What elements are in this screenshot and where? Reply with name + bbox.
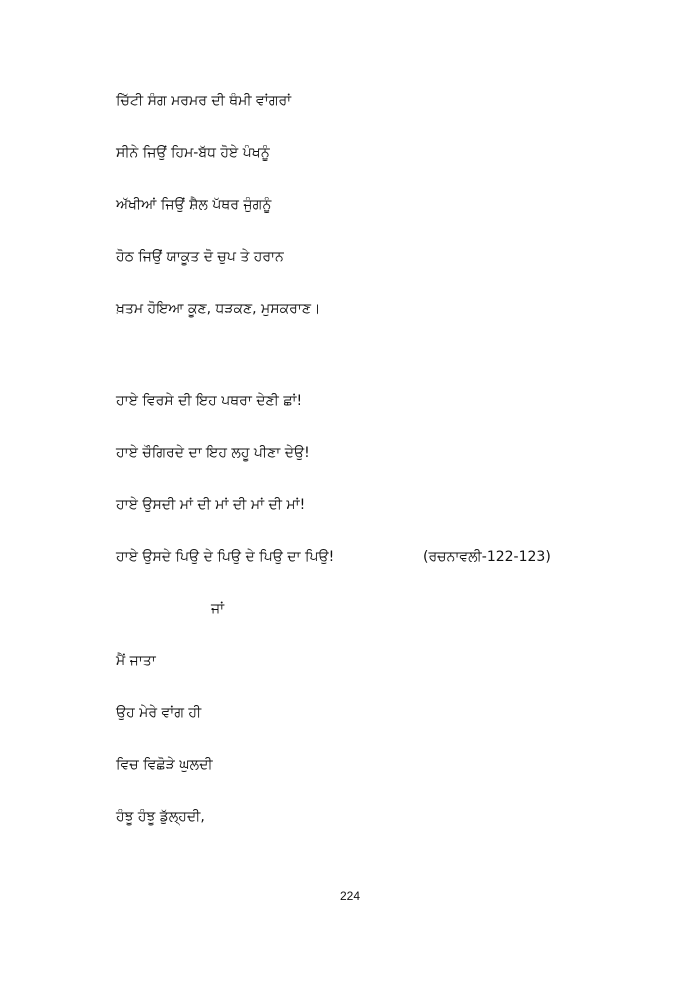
- poem-line: ਹਾਏ ਚੌਗਿਰਦੇ ਦਾ ਇਹ ਲਹੂ ਪੀਣਾ ਦੇਉ!: [116, 445, 310, 461]
- poem-line: ਸੀਨੇ ਜਿਉਂ ਹਿਮ-ਬੱਧ ਹੋਏ ਪੰਖਨੂੰ: [116, 145, 270, 161]
- poem-line: ਹਾਏ ਉਸਦੇ ਪਿਉ ਦੇ ਪਿਉ ਦੇ ਪਿਉ ਦਾ ਪਿਉ!: [116, 549, 335, 565]
- poem-line: ਹੋਠ ਜਿਉਂ ਯਾਕੂਤ ਦੋ ਚੁਪ ਤੇ ਹਰਾਨ: [116, 249, 284, 265]
- poem-line: ਉਹ ਮੇਰੇ ਵਾਂਗ ਹੀ: [116, 705, 202, 721]
- citation-reference: (ਰਚਨਾਵਲੀ-122-123): [423, 549, 551, 565]
- poem-line: ਵਿਚ ਵਿਛੋੜੇ ਘੁਲਦੀ: [116, 757, 213, 773]
- poem-line: ਹਾਏ ਵਿਰਸੇ ਦੀ ਇਹ ਪਥਰਾ ਦੇਣੀ ਛਾਂ!: [116, 393, 303, 409]
- poem-line: ਜਾਂ: [211, 601, 225, 617]
- poem-line: ਚਿੱਟੀ ਸੰਗ ਮਰਮਰ ਦੀ ਥੰਮੀ ਵਾਂਗਰਾਂ: [116, 93, 292, 109]
- poem-line: ਖ਼ਤਮ ਹੋਇਆ ਕੂਣ, ਧੜਕਣ, ਮੁਸਕਰਾਣ।: [116, 301, 321, 317]
- poem-line: ਹੰਝੂ ਹੰਝੂ ਡੁੱਲ੍ਹਦੀ,: [116, 809, 205, 825]
- poem-line: ਹਾਏ ਉਸਦੀ ਮਾਂ ਦੀ ਮਾਂ ਦੀ ਮਾਂ ਦੀ ਮਾਂ!: [116, 497, 306, 513]
- poem-line: ਅੱਖੀਆਂ ਜਿਉਂ ਸ਼ੈਲ ਪੱਥਰ ਜੁੰਗਨੂੰ: [116, 197, 272, 213]
- page-number: 224: [339, 889, 361, 903]
- poem-line: ਮੈਂ ਜਾਤਾ: [116, 653, 156, 669]
